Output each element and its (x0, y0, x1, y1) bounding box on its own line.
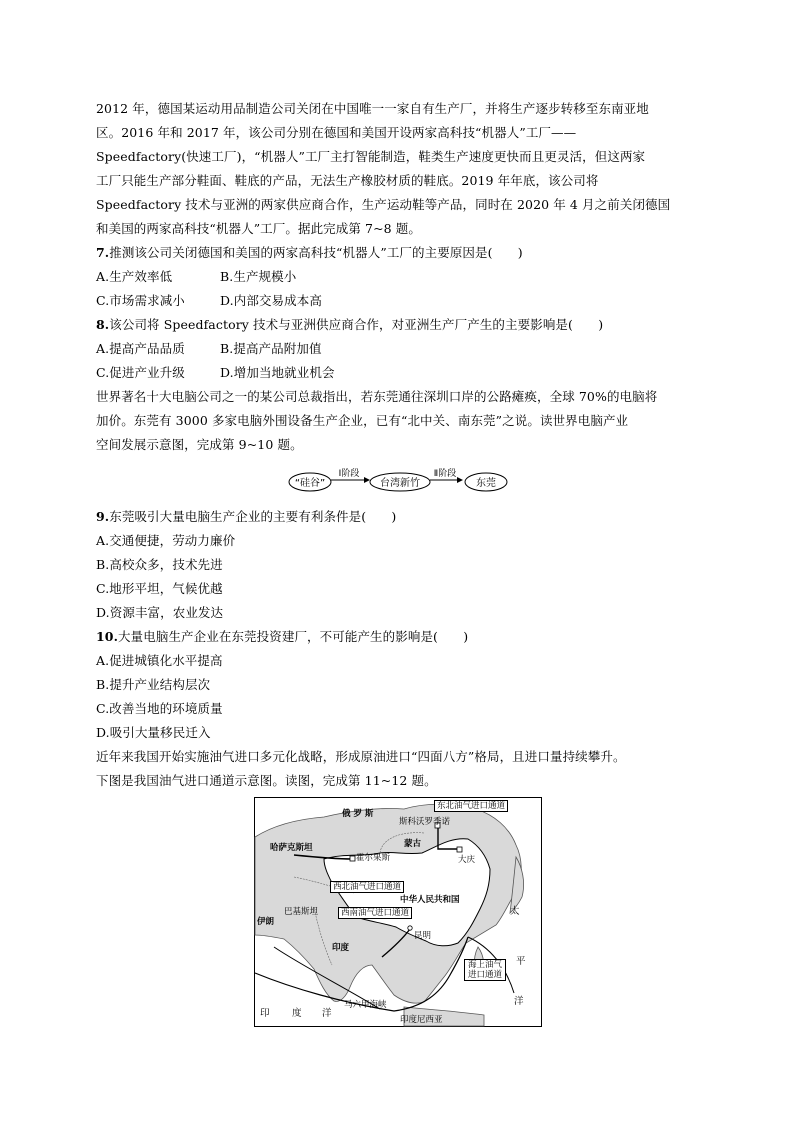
option-b: B.提升产业结构层次 (96, 677, 211, 692)
option-a: A.交通便捷，劳动力廉价 (96, 533, 236, 548)
oil-gas-import-channel-map (254, 797, 542, 1027)
option-d: D.内部交易成本高 (220, 293, 322, 308)
question-8-options-row (96, 339, 706, 359)
iran-label: 伊朗 (257, 917, 275, 927)
ne-channel-label: 东北油气进口通道 (434, 800, 508, 812)
india-label: 印度 (332, 943, 350, 953)
passage-3-line: 下图是我国油气进口通道示意图。读图，完成第 11~12 题。 (96, 773, 437, 788)
question-7-options-row (96, 267, 706, 287)
kazakhstan-label: 哈萨克斯坦 (270, 843, 313, 853)
computer-industry-flow-diagram (288, 466, 510, 496)
option-b: B.提高产品附加值 (220, 341, 322, 356)
passage-1-line: Speedfactory 技术与亚洲的两家供应商合作，生产运动鞋等产品，同时在 2020 年 4 月之前关闭德国 (96, 197, 671, 212)
question-number: 7. (96, 245, 110, 260)
sea-channel-label: 海上油气进口通道 (464, 959, 506, 981)
passage-1-line: 和美国的两家高科技“机器人”工厂。据此完成第 7~8 题。 (96, 221, 422, 236)
nw-channel-label: 西北油气进口通道 (330, 881, 404, 893)
question-8 (96, 315, 706, 335)
passage-2-line: 加价。东莞有 3000 多家电脑外围设备生产企业，已有“北中关、南东莞”之说。读世界电脑产业 (96, 413, 629, 428)
option-d: D.增加当地就业机会 (220, 365, 335, 380)
kunming-label: 昆明 (414, 931, 432, 941)
option-c: C.市场需求减小 (96, 293, 185, 308)
russia-label: 俄 罗 斯 (342, 809, 374, 819)
option-c: C.促进产业升级 (96, 365, 185, 380)
flow-arrowhead-stage-1 (364, 477, 370, 483)
kunming-marker (408, 926, 412, 930)
pacific-label-2: 平 (516, 956, 526, 967)
passage-3-line: 近年来我国开始实施油气进口多元化战略，形成原油进口“四面八方”格局，且进口量持续攀升。 (96, 749, 626, 764)
passage-1-line: Speedfactory(快速工厂)，“机器人”工厂主打智能制造，鞋类生产速度更快而且更灵活，但这两家 (96, 149, 646, 164)
pacific-label-3: 洋 (514, 996, 524, 1007)
option-b: B.生产规模小 (220, 269, 297, 284)
question-7 (96, 243, 706, 263)
question-10 (96, 627, 706, 647)
option-c: C.改善当地的环境质量 (96, 701, 223, 716)
question-number: 9. (96, 509, 110, 524)
malacca-label: 马六甲海峡 (344, 1000, 387, 1010)
option-b: B.高校众多，技术先进 (96, 557, 223, 572)
passage-1-line: 区。2016 年和 2017 年，该公司分别在德国和美国开设两家高科技“机器人”工厂—— (96, 125, 577, 140)
flow-stage-2-label: Ⅱ阶段 (433, 469, 457, 479)
china-label: 中华人民共和国 (400, 895, 460, 905)
daqing-label: 大庆 (458, 855, 476, 865)
question-number: 10. (96, 629, 119, 644)
question-7-options-row (96, 291, 706, 311)
question-stem: 大量电脑生产企业在东莞投资建厂，不可能产生的影响是( ) (118, 629, 469, 644)
flow-node-hsinchu-label: 台湾新竹 (380, 478, 420, 489)
indian-ocean-label-1: 印 (260, 1008, 270, 1019)
option-a: A.生产效率低 (96, 269, 173, 284)
option-a: A.提高产品品质 (96, 341, 185, 356)
indonesia-label: 印度尼西亚 (400, 1015, 443, 1025)
skovorodino-label: 斯科沃罗季诺 (399, 817, 451, 827)
flow-arrowhead-stage-2 (457, 477, 463, 483)
pacific-label-1: 太 (510, 906, 520, 917)
passage-1-line: 2012 年，德国某运动用品制造公司关闭在中国唯一一家自有生产厂，并将生产逐步转移至东南亚地 (96, 101, 649, 116)
passage-1-line: 工厂只能生产部分鞋面、鞋底的产品，无法生产橡胶材质的鞋底。2019 年年底，该公司将 (96, 173, 599, 188)
flow-node-dongguan-label: 东莞 (476, 478, 496, 489)
sw-channel-label: 西南油气进口通道 (338, 907, 412, 919)
indian-ocean-label-3: 洋 (322, 1008, 332, 1019)
option-a: A.促进城镇化水平提高 (96, 653, 223, 668)
option-c: C.地形平坦，气候优越 (96, 581, 223, 596)
passage-2-line: 空间发展示意图，完成第 9~10 题。 (96, 437, 303, 452)
pakistan-label: 巴基斯坦 (284, 907, 319, 917)
mongolia-label: 蒙古 (404, 839, 422, 849)
question-stem: 东莞吸引大量电脑生产企业的主要有利条件是( ) (109, 509, 397, 524)
daqing-marker (457, 847, 462, 852)
indian-ocean-label-2: 度 (292, 1008, 302, 1019)
flow-stage-1-label: Ⅰ阶段 (338, 469, 360, 479)
question-number: 8. (96, 317, 110, 332)
option-d: D.吸引大量移民迁入 (96, 725, 211, 740)
question-stem: 该公司将 Speedfactory 技术与亚洲供应商合作，对亚洲生产厂产生的主要影响是( ) (109, 317, 604, 332)
option-d: D.资源丰富，农业发达 (96, 605, 224, 620)
question-8-options-row (96, 363, 706, 383)
passage-2-line: 世界著名十大电脑公司之一的某公司总裁指出，若东莞通往深圳口岸的公路瘫痪，全球 70%的电脑将 (96, 389, 658, 404)
khorgos-marker (350, 856, 355, 861)
question-9 (96, 507, 706, 527)
khorgos-label: 霍尔果斯 (356, 853, 391, 863)
flow-node-silicon-valley-label: “硅谷” (294, 478, 326, 489)
question-stem: 推测该公司关闭德国和美国的两家高科技“机器人”工厂的主要原因是( ) (109, 245, 523, 260)
